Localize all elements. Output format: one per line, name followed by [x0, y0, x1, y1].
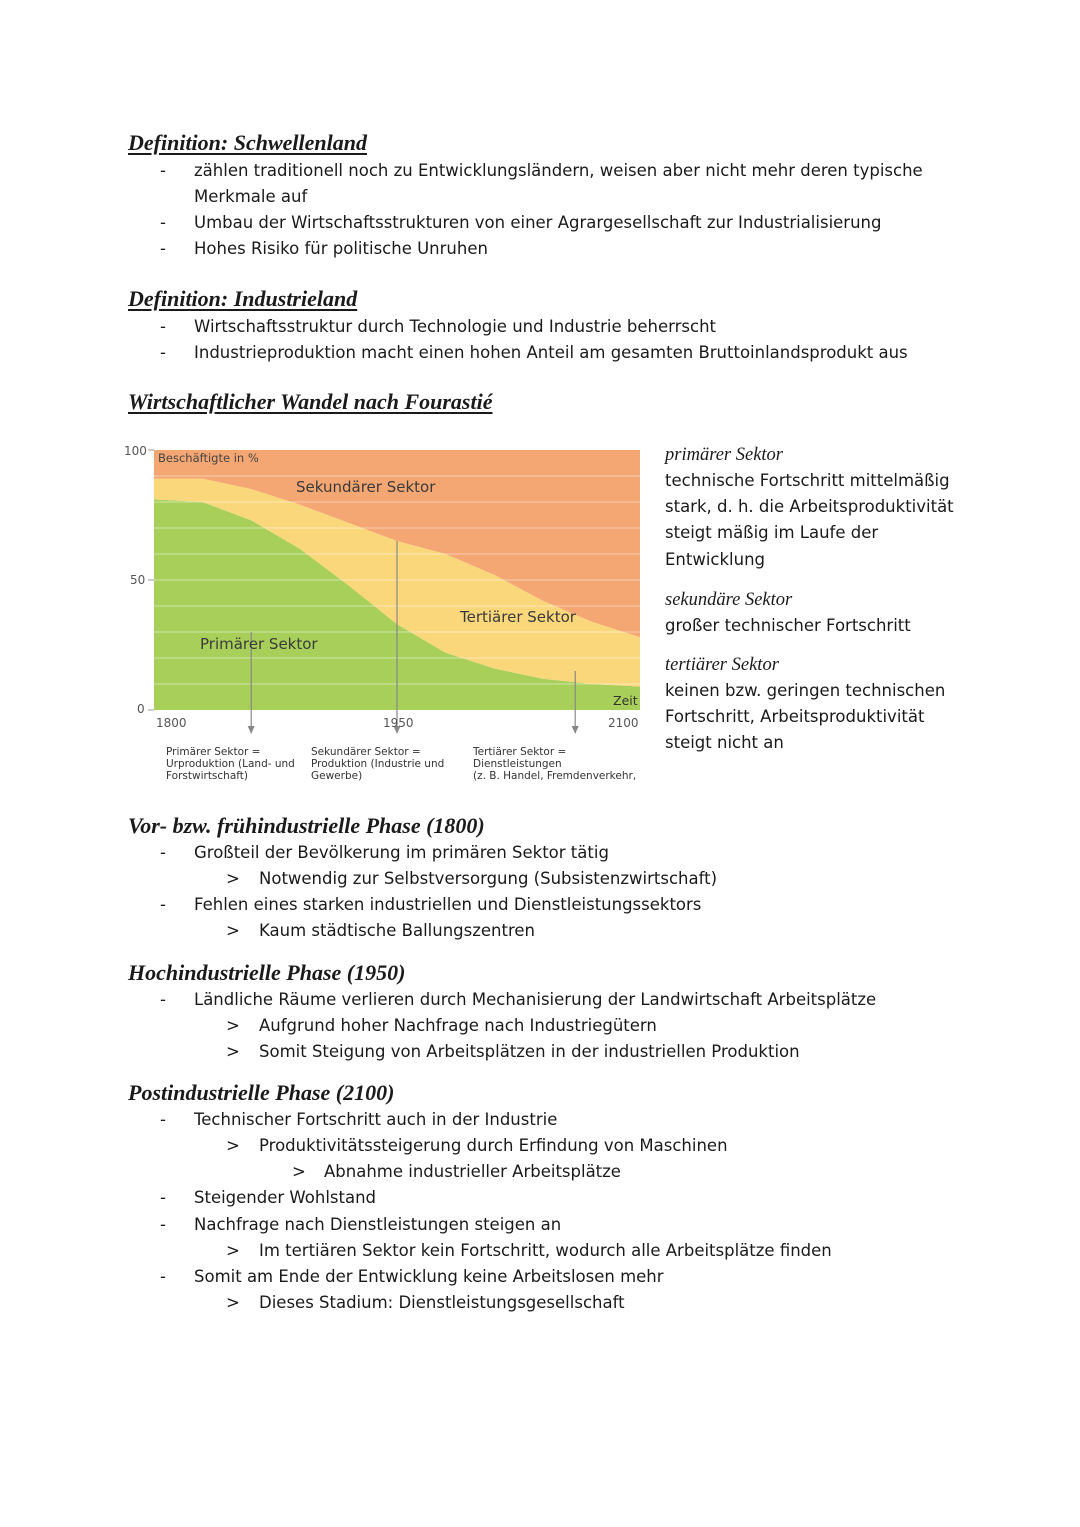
y-axis-label: Beschäftigte in % — [158, 451, 259, 465]
heading-hochindustriell: Hochindustrielle Phase (1950) — [128, 960, 406, 985]
x-axis-label: Zeit — [613, 693, 638, 708]
bullet-dash: - — [160, 1188, 166, 1207]
bullet-dash: - — [160, 843, 166, 862]
bullet-dash: - — [160, 239, 166, 258]
sidebar-line: keinen bzw. geringen technischen — [665, 681, 946, 700]
sidebar-line: Fortschritt, Arbeitsproduktivität — [665, 707, 925, 726]
y-tick-label: 100 — [124, 444, 147, 458]
heading-postindustriell: Postindustrielle Phase (2100) — [128, 1080, 395, 1105]
bullet-dash: - — [160, 161, 166, 180]
sub-item: Aufgrund hoher Nachfrage nach Industriegütern — [259, 1016, 657, 1035]
list-item: Fehlen eines starken industriellen und Dienstleistungssektors — [194, 895, 702, 914]
bullet-dash: - — [160, 343, 166, 362]
list-item: Nachfrage nach Dienstleistungen steigen an — [194, 1215, 562, 1234]
sub-item: Im tertiären Sektor kein Fortschritt, wodurch alle Arbeitsplätze finden — [259, 1241, 832, 1260]
heading-schwellenland: Definition: Schwellenland — [128, 130, 367, 155]
list-item: Somit am Ende der Entwicklung keine Arbeitslosen mehr — [194, 1267, 664, 1286]
list-item: Ländliche Räume verlieren durch Mechanisierung der Landwirtschaft Arbeitsplätze — [194, 990, 877, 1009]
heading-wandel: Wirtschaftlicher Wandel nach Fourastié — [128, 389, 493, 414]
list-item: Industrieproduktion macht einen hohen Anteil am gesamten Bruttoinlandsprodukt aus — [194, 343, 908, 362]
x-tick-label: 2100 — [608, 716, 639, 730]
x-tick-label: 1800 — [156, 716, 187, 730]
sidebar-line: stark, d. h. die Arbeitsproduktivität — [665, 497, 954, 516]
sidebar-line: technische Fortschritt mittelmäßig — [665, 471, 950, 490]
arrow-marker: > — [226, 1042, 240, 1061]
bullet-dash: - — [160, 1215, 166, 1234]
bullet-dash: - — [160, 1110, 166, 1129]
list-item: Steigender Wohlstand — [194, 1188, 377, 1207]
sub-item: Somit Steigung von Arbeitsplätzen in der industriellen Produktion — [259, 1042, 800, 1061]
list-item: Umbau der Wirtschaftsstrukturen von einer Agrargesellschaft zur Industrialisierung — [194, 213, 882, 232]
series-label-tertiaer: Tertiärer Sektor — [460, 608, 576, 626]
caption-line: Primärer Sektor = Urproduktion (Land- und Forstwirtschaft) — [166, 746, 295, 782]
list-item: zählen traditionell noch zu Entwicklungsländern, weisen aber nicht mehr deren typische — [194, 161, 923, 180]
sidebar-line: steigt nicht an — [665, 733, 784, 752]
series-label-primaer: Primärer Sektor — [200, 635, 318, 653]
bullet-dash: - — [160, 990, 166, 1009]
caption-line: Sekundärer Sektor = Produktion (Industrie und Gewerbe) — [311, 746, 445, 782]
sidebar-line: großer technischer Fortschritt — [665, 616, 911, 635]
sub-item: Kaum städtische Ballungszentren — [259, 921, 535, 940]
caption-tertiaer — [473, 746, 636, 782]
arrow-marker: > — [226, 1016, 240, 1035]
sidebar-title-sekundaer: sekundäre Sektor — [665, 590, 793, 610]
pointer-arrow-head — [248, 726, 255, 734]
arrow-marker: > — [226, 1241, 240, 1260]
caption-primaer — [166, 746, 295, 782]
x-tick-label: 1950 — [383, 716, 414, 730]
arrow-marker: > — [226, 869, 240, 888]
caption-sekundaer — [311, 746, 444, 782]
arrow-marker: > — [226, 1293, 240, 1312]
heading-vorindustriell: Vor- bzw. frühindustrielle Phase (1800) — [128, 813, 485, 838]
series-label-sekundaer: Sekundärer Sektor — [296, 478, 436, 496]
bullet-dash: - — [160, 895, 166, 914]
sub-sub-item: Abnahme industrieller Arbeitsplätze — [324, 1162, 621, 1181]
y-tick-label: 50 — [130, 573, 146, 587]
sub-item: Produktivitätssteigerung durch Erfindung von Maschinen — [259, 1136, 728, 1155]
arrow-marker: > — [292, 1162, 306, 1181]
arrow-marker: > — [226, 1136, 240, 1155]
y-tick-label: 0 — [137, 702, 145, 716]
bullet-dash: - — [160, 1267, 166, 1286]
pointer-arrow-head — [572, 726, 579, 734]
list-item: Wirtschaftsstruktur durch Technologie und Industrie beherrscht — [194, 317, 717, 336]
bullet-dash: - — [160, 317, 166, 336]
bullet-dash: - — [160, 213, 166, 232]
list-item: Großteil der Bevölkerung im primären Sektor tätig — [194, 843, 609, 862]
caption-line: Tertiärer Sektor = Dienstleistungen (z. B. Handel, Fremdenverkehr, — [473, 746, 637, 782]
sidebar-title-tertiaer: tertiärer Sektor — [665, 655, 779, 675]
list-item: Technischer Fortschritt auch in der Industrie — [194, 1110, 558, 1129]
sub-item: Notwendig zur Selbstversorgung (Subsistenzwirtschaft) — [259, 869, 718, 888]
sub-item: Dieses Stadium: Dienstleistungsgesellschaft — [259, 1293, 625, 1312]
sidebar-line: Entwicklung — [665, 550, 766, 569]
arrow-marker: > — [226, 921, 240, 940]
sidebar-title-primaer: primärer Sektor — [665, 445, 784, 465]
sector-chart — [118, 440, 648, 790]
list-item: Hohes Risiko für politische Unruhen — [194, 239, 488, 258]
sidebar-line: steigt mäßig im Laufe der — [665, 523, 879, 542]
list-item-continuation: Merkmale auf — [194, 187, 308, 206]
heading-industrieland: Definition: Industrieland — [128, 286, 358, 311]
